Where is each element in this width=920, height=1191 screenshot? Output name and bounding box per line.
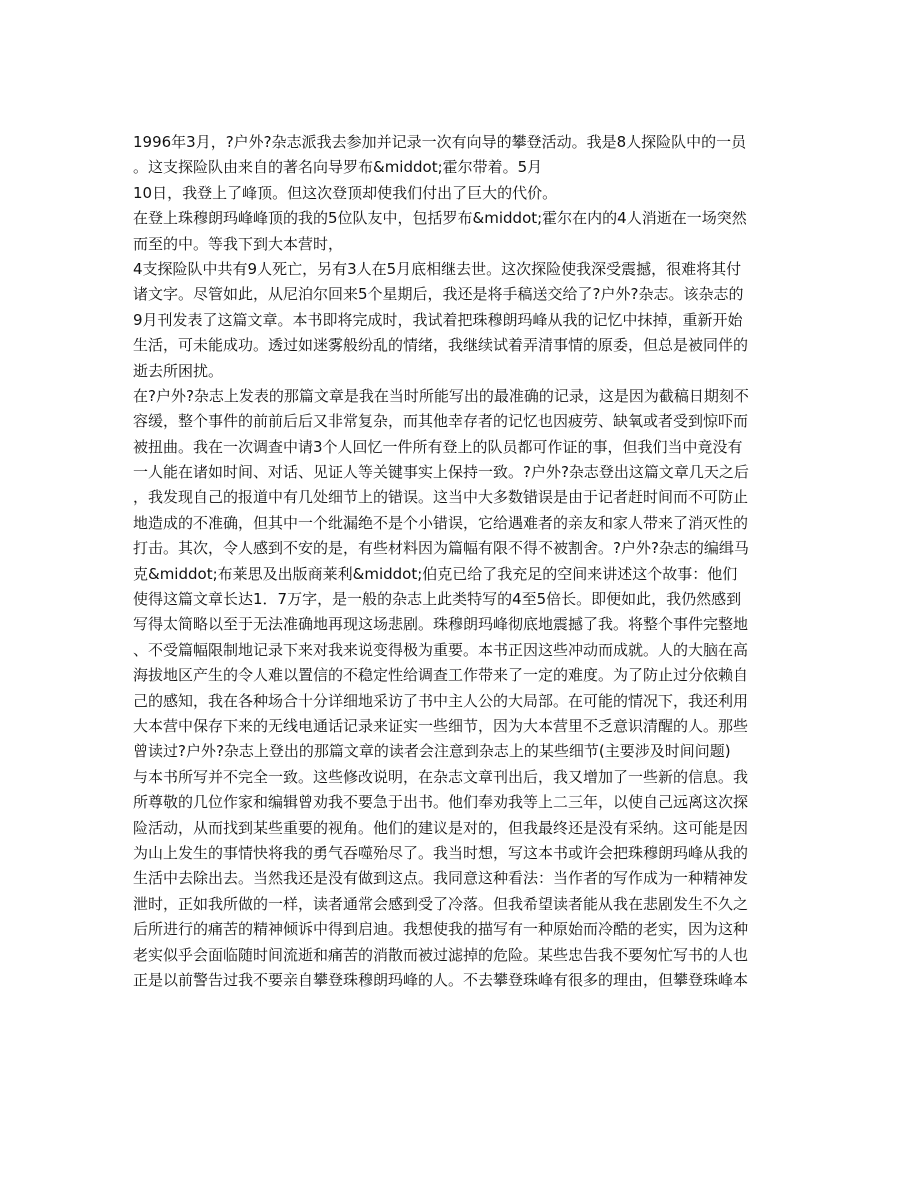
text-line: 4支探险队中共有9人死亡，另有3人在5月底相继去世。这次探险使我深受震撼，很难将其付: [133, 259, 742, 278]
text-line: 10日，我登上了峰顶。但这次登顶却使我们付出了巨大的代价。: [133, 183, 558, 202]
text-line: 己的感知，我在各种场合十分详细地采访了书中主人公的大局部。在可能的情况下，我还利用: [133, 691, 749, 710]
text-line: 生活，可未能成功。透过如迷雾般纷乱的情绪，我继续试着弄清事情的原委，但总是被同伴的: [133, 336, 749, 355]
text-line: 。这支探险队由来自的著名向导罗布&middot;霍尔带着。5月: [133, 158, 543, 177]
text-line: 写得太简略以至于无法准确地再现这场悲剧。珠穆朗玛峰彻底地震撼了我。将整个事件完整地: [133, 615, 749, 634]
text-line: 使得这篇文章长达1．7万字，是一般的杂志上此类特写的4至5倍长。即便如此，我仍然感到: [133, 590, 742, 609]
text-line: 地造成的不准确，但其中一个纰漏绝不是个小错误，它给遇难者的亲友和家人带来了消灭性的: [133, 513, 749, 532]
text-line: 曾读过?户外?杂志上登出的那篇文章的读者会注意到杂志上的某些细节(主要涉及时间问题): [133, 742, 731, 761]
text-line: 1996年3月，?户外?杂志派我去参加并记录一次有向导的攀登活动。我是8人探险队中的一员: [133, 133, 747, 151]
text-line: 在?户外?杂志上发表的那篇文章是我在当时所能写出的最准确的记录，这是因为截稿日期刻不: [133, 386, 749, 405]
document-body: [133, 130, 788, 993]
text-line: 而至的中。等我下到大本营时，: [133, 234, 344, 253]
text-line: 被扭曲。我在一次调查中请3个人回忆一件所有登上的队员都可作证的事，但我们当中竟没有: [133, 437, 743, 456]
text-line: 克&middot;布莱思及出版商莱利&middot;伯克已给了我充足的空间来讲述这个故事：他们: [133, 564, 738, 583]
text-line: 打击。其次，令人感到不安的是，有些材料因为篇幅有限不得不被割舍。?户外?杂志的编缉马: [133, 539, 749, 558]
text-line: 后所进行的痛苦的精神倾诉中得到启迪。我想使我的描写有一种原始而冷酷的老实，因为这种: [133, 920, 749, 939]
text-line: 泄时，正如我所做的一样，读者通常会感到受了冷落。但我希望读者能从我在悲剧发生不久之: [133, 894, 749, 913]
text-line: 为山上发生的事情快将我的勇气吞噬殆尽了。我当时想，写这本书或许会把珠穆朗玛峰从我的: [133, 843, 749, 862]
text-line: 险活动，从而找到某些重要的视角。他们的建议是对的，但我最终还是没有采纳。这可能是因: [133, 818, 749, 837]
text-line: 9月刊发表了这篇文章。本书即将完成时，我试着把珠穆朗玛峰从我的记忆中抹掉，重新开始: [133, 310, 743, 329]
text-line: 老实似乎会面临随时间流逝和痛苦的消散而被过滤掉的危险。某些忠告我不要匆忙写书的人也: [133, 945, 749, 964]
text-line: 、不受篇幅限制地记录下来对我来说变得极为重要。本书正因这些冲动而成就。人的大脑在高: [133, 640, 749, 659]
text-line: 生活中去除出去。当然我还是没有做到这点。我同意这种看法：当作者的写作成为一种精神发: [133, 869, 749, 888]
text-line: 容缓，整个事件的前前后后又非常复杂，而其他幸存者的记忆也因疲劳、缺氧或者受到惊吓而: [133, 412, 749, 431]
text-line: ，我发现自己的报道中有几处细节上的错误。这当中大多数错误是由于记者赶时间而不可防止: [133, 488, 749, 507]
text-line: 与本书所写并不完全一致。这些修改说明，在杂志文章刊出后，我又增加了一些新的信息。我: [133, 767, 749, 786]
text-line: 海拔地区产生的令人难以置信的不稳定性给调查工作带来了一定的难度。为了防止过分依赖自: [133, 666, 749, 685]
text-line: 所尊敬的几位作家和编辑曾劝我不要急于出书。他们奉劝我等上二三年，以使自己远离这次探: [133, 793, 749, 812]
text-line: 诸文字。尽管如此，从尼泊尔回来5个星期后，我还是将手稿送交给了?户外?杂志。该杂志的: [133, 285, 744, 304]
text-line: 大本营中保存下来的无线电通话记录来证实一些细节，因为大本营里不乏意识清醒的人。那些: [133, 716, 749, 735]
text-line: 逝去所困扰。: [133, 361, 224, 380]
text-line: 一人能在诸如时间、对话、见证人等关键事实上保持一致。?户外?杂志登出这篇文章几天之后: [133, 463, 749, 482]
text-line: 正是以前警告过我不要亲自攀登珠穆朗玛峰的人。不去攀登珠峰有很多的理由，但攀登珠峰本: [133, 970, 749, 989]
text-line: 在登上珠穆朗玛峰峰顶的我的5位队友中，包括罗布&middot;霍尔在内的4人消逝在一场突然: [133, 209, 747, 228]
